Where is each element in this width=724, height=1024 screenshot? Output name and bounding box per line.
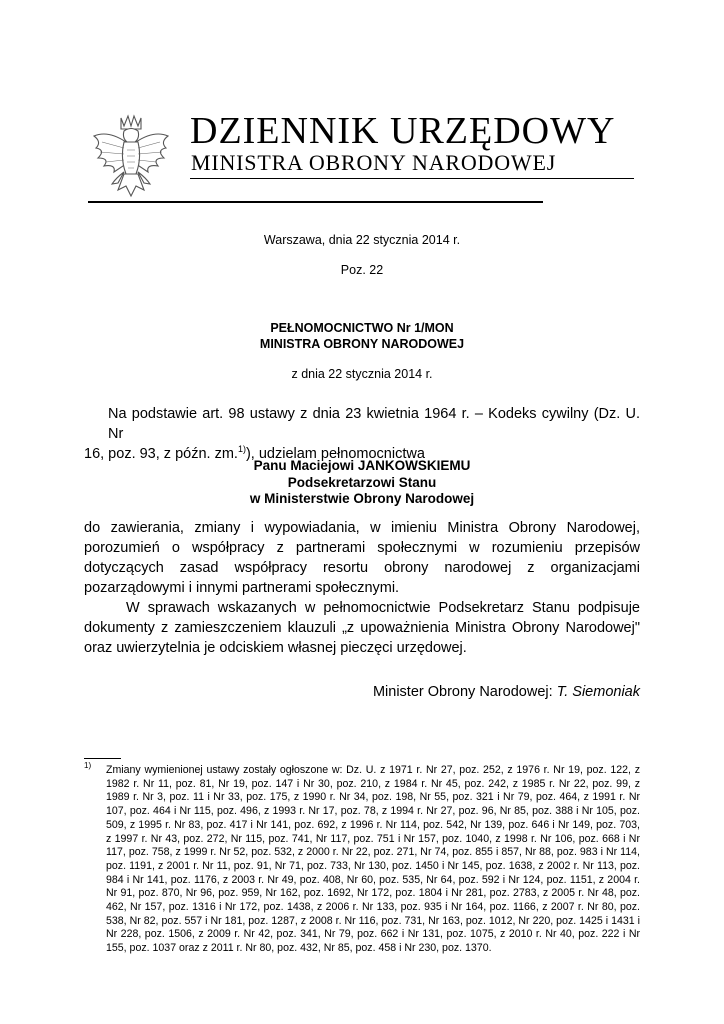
signing-line: W sprawach wskazanych w pełnomocnictwie Podsekretarz Stanu podpisuje [126, 600, 640, 616]
footnote-ref[interactable]: 1) [237, 444, 246, 455]
intro-line1: Na podstawie art. 98 ustawy z dnia 23 kwietnia 1964 r. – Kodeks cywilny (Dz. U. Nr [108, 406, 640, 442]
document-heading-line1: PEŁNOMOCNICTWO Nr 1/MON [270, 321, 454, 335]
intro-line2-before: 16, poz. 93, z późn. zm. [84, 446, 238, 462]
footnote-marker: 1) [84, 761, 92, 770]
journal-subtitle: MINISTRA OBRONY NARODOWEJ [191, 150, 557, 175]
scope-line: pozarządowymi i innymi partnerami społecznymi. [84, 580, 400, 596]
scope-paragraph [84, 518, 640, 598]
scope-line: dotyczących zasad współpracy resortu obrony narodowej z organizacjami [84, 560, 640, 576]
journal-title: DZIENNIK URZĘDOWY [190, 110, 616, 152]
footnote-text: Zmiany wymienionej ustawy zostały ogłoszone w: Dz. U. z 1971 r. Nr 27, poz. 252, z 1976 r. Nr 19, poz. 122, z 1982 r. Nr 11, poz. 81, Nr 19, poz. 147 i Nr 30, poz. 210, z 1984 r. Nr 45, poz. 242, z 1985 r. Nr 22, poz. 99, z 1989 r. Nr 3, poz. 11 i Nr 33, poz. 175, z 1990 r. Nr 34, poz. 198, Nr 55, poz. 321 i Nr 79, poz. 464, z 1991 r. Nr 107, poz. 464 i Nr 115, poz. 496, z 1993 r. Nr 17, poz. 78, z 1994 r. Nr 27, poz. 96, Nr 85, poz. 388 i Nr 105, poz. 509, z 1995 r. Nr 83, poz. 417 i Nr 141, poz. 692, z 1996 r. Nr 114, poz. 542, Nr 139, poz. 646 i Nr 149, poz. 703, z 1997 r. Nr 43, poz. 272, Nr 115, poz. 741, Nr 117, poz. 751 i Nr 157, poz. 1040, z 1998 r. Nr 106, poz. 668 i Nr 117, poz. 758, z 1999 r. Nr 52, poz. 532, z 2000 r. Nr 22, poz. 271, Nr 74, poz. 855 i 857, Nr 88, poz. 983 i Nr 114, poz. 1191, z 2001 r. Nr 11, poz. 91, Nr 71, poz. 733, Nr 130, poz. 1450 i Nr 145, poz. 1638, z 2002 r. Nr 113, poz. 984 i Nr 141, poz. 1176, z 2003 r. Nr 49, poz. 408, Nr 60, poz. 535, Nr 64, poz. 592 i Nr 124, poz. 1151, z 2004 r. Nr 91, poz. 870, Nr 96, poz. 959, Nr 162, poz. 1692, Nr 172, poz. 1804 i Nr 281, poz. 2783, z 2005 r. Nr 48, poz. 462, Nr 157, poz. 1316 i Nr 172, poz. 1438, z 2006 r. Nr 133, poz. 935 i Nr 164, poz. 1166, z 2007 r. Nr 80, poz. 538, Nr 82, poz. 557 i Nr 181, poz. 1287, z 2008 r. Nr 116, poz. 731, Nr 163, poz. 1012, Nr 220, poz. 1425 i 1431 i Nr 228, poz. 1506, z 2009 r. Nr 42, poz. 341, Nr 79, poz. 662 i Nr 131, poz. 1075, z 2010 r. Nr 40, poz. 222 i Nr 155, poz. 1037 oraz z 2011 r. Nr 80, poz. 432, Nr 85, poz. 458 i Nr 230, poz. 1370. [106, 764, 640, 955]
recipient-ministry: w Ministerstwie Obrony Narodowej [249, 491, 475, 506]
signing-paragraph [84, 598, 640, 658]
signature-role: Minister Obrony Narodowej: [372, 684, 557, 700]
intro-line2-after: ), udzielam pełnomocnictwa [245, 446, 425, 462]
recipient-name: Panu Maciejowi JANKOWSKIEMU [253, 458, 471, 473]
intro-paragraph [84, 404, 640, 464]
position-number: Poz. 22 [340, 263, 384, 277]
scope-line: do zawierania, zmiany i wypowiadania, w imieniu Ministra Obrony Narodowej, [84, 520, 640, 536]
footnote-rule [84, 758, 121, 759]
signature-block [373, 683, 640, 701]
document-heading-line2: MINISTRA OBRONY NARODOWEJ [259, 337, 465, 351]
eagle-emblem-icon [88, 112, 174, 208]
recipient-title: Podsekretarzowi Stanu [287, 475, 437, 490]
place-date: Warszawa, dnia 22 stycznia 2014 r. [263, 233, 461, 247]
signature-name: T. Siemoniak [556, 684, 640, 700]
signing-line: oraz uwierzytelnia je odciskiem własnej pieczęci urzędowej. [84, 640, 467, 656]
header-rule-thin [190, 178, 634, 179]
scope-line: porozumień o współpracy z partnerami społecznymi w rozumieniu przepisów [84, 540, 640, 556]
header-rule-thick [88, 201, 543, 203]
document-date: z dnia 22 stycznia 2014 r. [291, 367, 433, 381]
signing-line: dokumenty z zamieszczeniem klauzuli „z upoważnienia Ministra Obrony Narodowej" [84, 620, 640, 636]
